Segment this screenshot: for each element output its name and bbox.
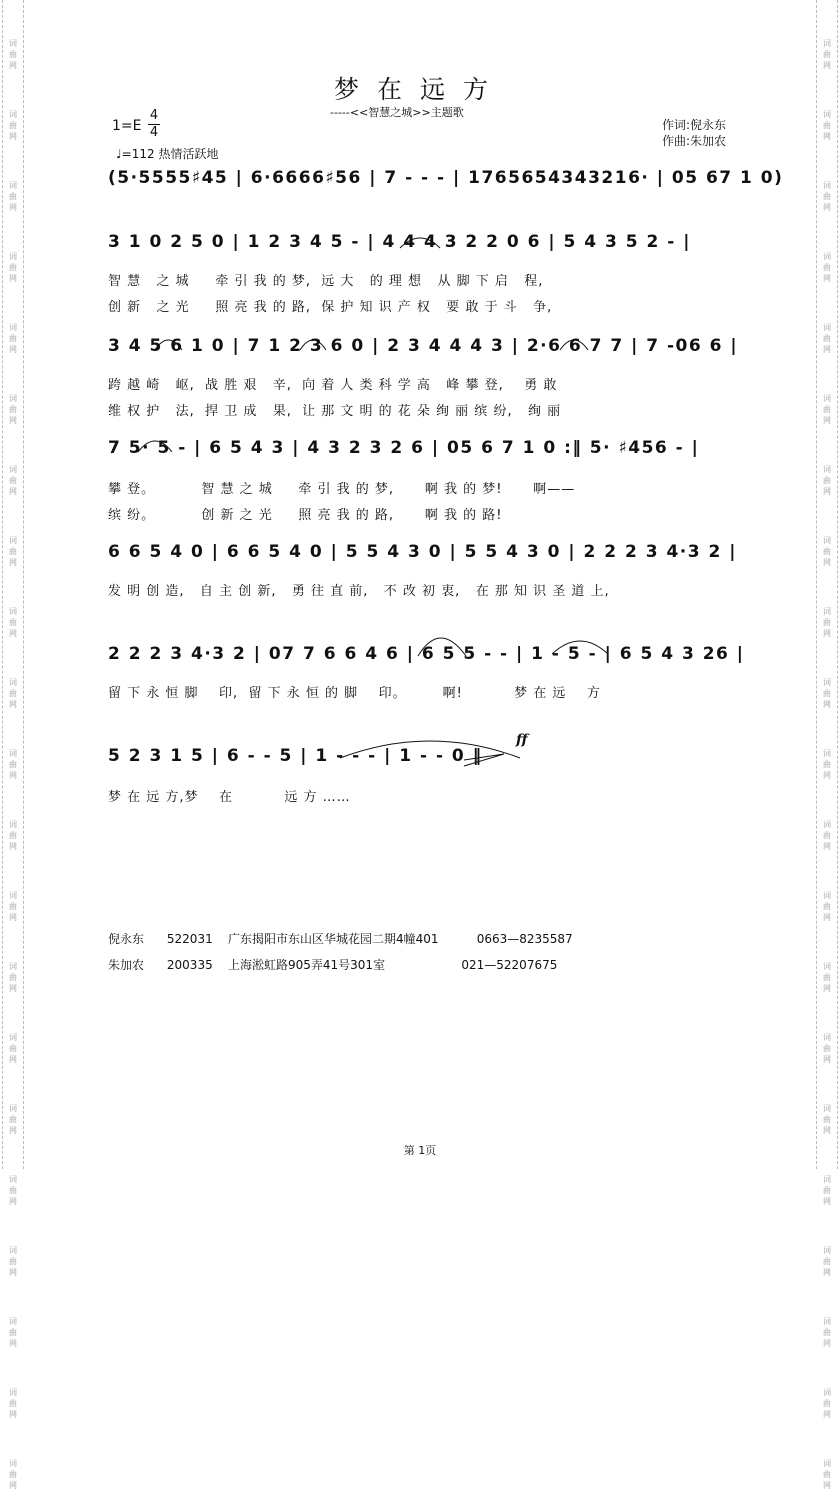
watermark-text: 词曲网	[9, 962, 17, 993]
watermark-text: 词曲网	[9, 1246, 17, 1277]
watermark-text: 词曲网	[9, 110, 17, 141]
note-icon: ♩	[116, 147, 122, 161]
time-signature-bottom: 4	[149, 125, 159, 140]
score-line-6: 2 2 2 3 4·3 2 | 07 7 6 6 4 6 | 6 5 5 - - | 1 - 5 - | 6 5 4 3 26 |	[108, 644, 745, 664]
watermark-text: 词曲网	[9, 749, 17, 780]
watermark-text: 词曲网	[9, 1175, 17, 1206]
lyric-line: 智 慧 之 城 牵 引 我 的 梦, 远 大 的 理 想 从 脚 下 启 程,	[108, 274, 544, 289]
watermark-text: 词曲网	[823, 607, 831, 638]
watermark-text: 词曲网	[823, 1459, 831, 1490]
watermark-text: 词曲网	[9, 323, 17, 354]
score-line-3: 3 4 5 6 1 0 | 7 1 2 3 6 0 | 2 3 4 4 4 3 | 2·6 6 7 7 | 7 -06 6 |	[108, 336, 739, 356]
decrescendo-mark	[464, 754, 504, 766]
watermark-text: 词曲网	[823, 820, 831, 851]
page-number: 第 1页	[403, 1144, 437, 1157]
watermark-text: 词曲网	[823, 1175, 831, 1206]
slur-mark	[155, 340, 182, 350]
watermark-text: 词曲网	[9, 891, 17, 922]
watermark-text: 词曲网	[9, 1459, 17, 1490]
watermark-text: 词曲网	[823, 678, 831, 709]
contact-name: 朱加农	[108, 958, 145, 972]
composer-credit: 作曲:朱加农	[662, 134, 727, 148]
score-line-7: 5 2 3 1 5 | 6 - - 5 | 1 - - - | 1 - - 0 ‖	[108, 746, 483, 766]
watermark-text: 词曲网	[9, 1317, 17, 1348]
lyricist-credit: 作词:倪永东	[662, 118, 727, 132]
contact-name: 倪永东	[108, 932, 145, 946]
watermark-text: 词曲网	[823, 536, 831, 567]
lyric-line: 发 明 创 造, 自 主 创 新, 勇 往 直 前, 不 改 初 衷, 在 那 知 识 圣 道 上,	[108, 584, 610, 599]
watermark-text: 词曲网	[823, 891, 831, 922]
watermark-text: 词曲网	[9, 252, 17, 283]
lyric-line: 梦 在 远 方,梦 在 远 方 ……	[108, 790, 351, 805]
watermark-text: 词曲网	[823, 1388, 831, 1419]
watermark-text: 词曲网	[9, 394, 17, 425]
watermark-text: 词曲网	[9, 181, 17, 212]
watermark-text: 词曲网	[9, 1033, 17, 1064]
contact-address: 上海淞虹路905弄41号301室	[227, 958, 386, 972]
contact-zip: 200335	[166, 958, 213, 972]
score-line-5: 6 6 5 4 0 | 6 6 5 4 0 | 5 5 4 3 0 | 5 5 4 3 0 | 2 2 2 3 4·3 2 |	[108, 542, 737, 562]
watermark-text: 词曲网	[9, 536, 17, 567]
watermark-text: 词曲网	[823, 1246, 831, 1277]
song-title: 梦在远方	[333, 75, 506, 104]
score-line-4: 7 5· 5 - | 6 5 4 3 | 4 3 2 3 2 6 | 05 6 7 1 0 :‖ 5· ♯456 - |	[108, 438, 700, 458]
contact-row	[108, 930, 573, 947]
score-line-2: 3 1 0 2 5 0 | 1 2 3 4 5 - | 4 4 4 3 2 2 0 6 | 5 4 3 5 2 - |	[108, 232, 691, 252]
watermark-text: 词曲网	[823, 252, 831, 283]
watermark-text: 词曲网	[823, 962, 831, 993]
watermark-text: 词曲网	[9, 1388, 17, 1419]
watermark-text: 词曲网	[823, 1104, 831, 1135]
tempo-text: =112 热情活跃地	[121, 147, 219, 161]
watermark-text: 词曲网	[823, 1317, 831, 1348]
watermark-text: 词曲网	[823, 1033, 831, 1064]
watermark-text: 词曲网	[823, 465, 831, 496]
key-signature: 1=E	[112, 118, 142, 134]
contact-zip: 522031	[166, 932, 213, 946]
lyric-line: 缤 纷。 创 新 之 光 照 亮 我 的 路, 啊 我 的 路!	[108, 508, 503, 523]
watermark-text: 词曲网	[823, 394, 831, 425]
song-subtitle: -----<<智慧之城>>主题歌	[330, 106, 464, 119]
lyric-line: 创 新 之 光 照 亮 我 的 路, 保 护 知 识 产 权 要 敢 于 斗 争,	[108, 300, 553, 315]
contact-phone: 021—52207675	[461, 958, 558, 972]
lyric-line: 维 权 护 法, 捍 卫 成 果, 让 那 文 明 的 花 朵 绚 丽 缤 纷, 绚 丽	[108, 404, 562, 419]
contact-address: 广东揭阳市东山区华城花园二期4幢401	[227, 932, 439, 946]
slur-mark	[560, 340, 588, 350]
slur-mark	[400, 238, 440, 248]
contact-row	[108, 956, 557, 973]
slur-mark	[138, 441, 172, 452]
score-line-1: (5·5555♯45 | 6·6666♯56 | 7 - - - | 1765654343216· | 05 67 1 0)	[108, 168, 784, 188]
lyric-line: 留 下 永 恒 脚 印, 留 下 永 恒 的 脚 印。 啊! 梦 在 远 方	[108, 686, 601, 701]
slur-mark	[552, 641, 608, 654]
time-signature-top: 4	[149, 108, 159, 123]
watermark-text: 词曲网	[9, 820, 17, 851]
watermark-text: 词曲网	[9, 465, 17, 496]
watermark-text: 词曲网	[9, 39, 17, 70]
lyric-line: 攀 登。 智 慧 之 城 牵 引 我 的 梦, 啊 我 的 梦! 啊——	[108, 482, 576, 497]
slur-mark	[418, 638, 466, 656]
watermark-text: 词曲网	[823, 181, 831, 212]
watermark-text: 词曲网	[823, 749, 831, 780]
watermark-text: 词曲网	[823, 39, 831, 70]
contact-phone: 0663—8235587	[476, 932, 573, 946]
watermark-text: 词曲网	[9, 678, 17, 709]
lyric-line: 跨 越 崎 岖, 战 胜 艰 辛, 向 着 人 类 科 学 高 峰 攀 登, 勇 敢	[108, 378, 558, 393]
watermark-text: 词曲网	[9, 607, 17, 638]
watermark-text: 词曲网	[9, 1104, 17, 1135]
dynamic-marking: ff	[516, 732, 528, 748]
watermark-text: 词曲网	[823, 323, 831, 354]
slur-mark	[300, 340, 326, 350]
watermark-text: 词曲网	[823, 110, 831, 141]
